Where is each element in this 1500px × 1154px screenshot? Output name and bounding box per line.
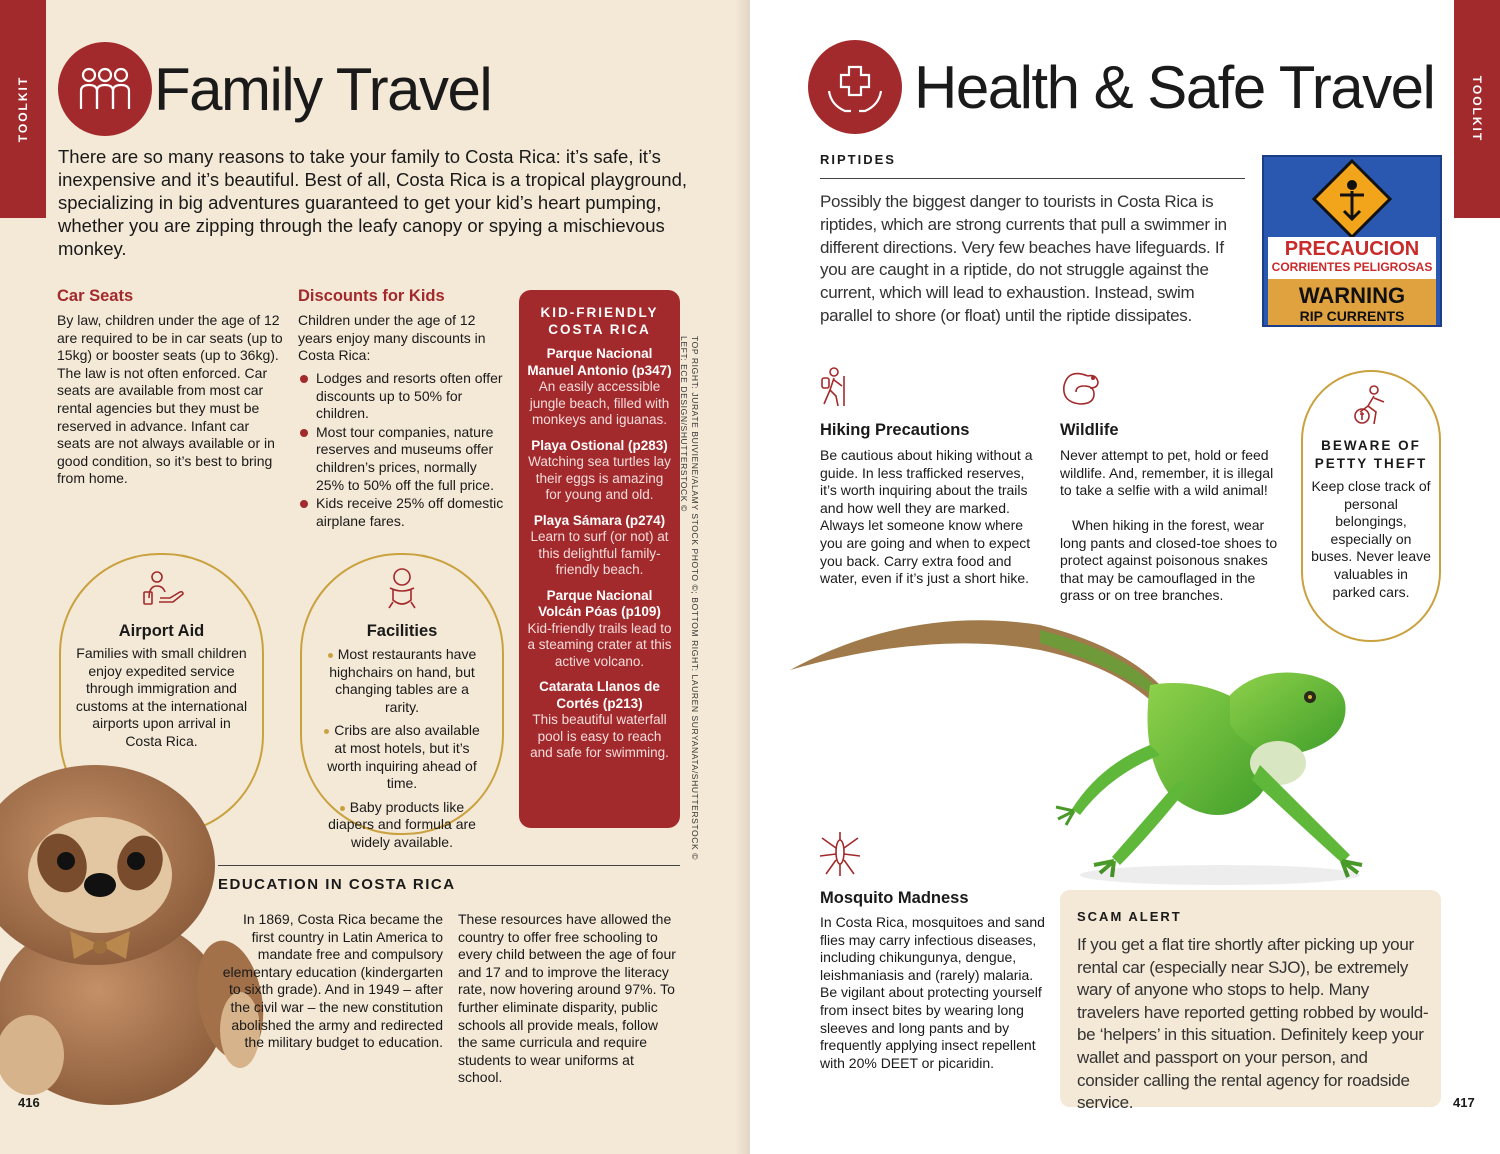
mosquito-body: In Costa Rica, mosquitoes and sand flies may carry infectious diseases, including chikungunya, dengue, leishmaniasis and (rarely) malaria. Be vigilant about protecting yourself from insect bites by wearing long sleeves and long pants and by frequently applying insect repellent with 20% DEET or picaridin. <box>820 914 1045 1071</box>
kid-friendly-heading-2: COSTA RICA <box>548 322 651 337</box>
facilities-heading: Facilities <box>366 622 438 640</box>
riptides-body: Possibly the biggest danger to tourists in Costa Rica is riptides, which are strong currents that pull a swimmer in different directions. Very few beaches have lifeguards. If you are caught in a riptide, do not struggle against the current, which will lead to exhaustion. Instead, swim parallel to shore (or float) until the riptide dissipates. <box>820 192 1227 325</box>
photo-credit-2: LEFT: ECE DESIGN/SHUTTERSTOCK © <box>679 336 689 512</box>
wildlife-heading: Wildlife <box>1060 421 1119 439</box>
car-seats-heading: Car Seats <box>57 287 134 305</box>
car-seats-body: By law, children under the age of 12 are required to be in car seats (up to 15kg) or booster seats (up to 36kg). The law is not often enforced. Car seats are available from most car rental agencies but they must be reserved in advance. Infant car seats are not always available or in good condition, so it’s best to bring from home. <box>57 312 283 487</box>
kid-item-desc: Kid-friendly trails lead to a steaming crater at this active volcano. <box>527 620 672 669</box>
bullet-dot <box>328 653 333 658</box>
kid-item-name: Playa Sámara (p274) <box>533 512 666 528</box>
airport-aid-heading: Airport Aid <box>118 622 205 640</box>
discounts-heading: Discounts for Kids <box>298 287 445 305</box>
list-item: Kids receive 25% off domestic airplane fares. <box>298 495 508 530</box>
page-number-right: 417 <box>1453 1095 1475 1110</box>
bullet-dot <box>340 806 345 811</box>
warning-diamond-icon <box>1310 159 1394 239</box>
intro-paragraph: There are so many reasons to take your family to Costa Rica: it’s safe, it’s inexpensive and it’s beautiful. Best of all, Costa Rica is a tropical playground, specializing in big adventures guaranteed to get your kid’s heart pumping, whether you are zipping through the leafy canopy or spying a mischievous monkey. <box>58 146 688 259</box>
kid-item-name: Parque Nacional Volcán Póas (p109) <box>538 587 661 619</box>
kid-item-name: Playa Ostional (p283) <box>531 437 668 453</box>
bullet-dot <box>324 729 329 734</box>
thief-icon <box>1350 384 1392 431</box>
page-title: Family Travel <box>154 56 492 123</box>
sign-line-2: CORRIENTES PELIGROSAS <box>1271 260 1433 274</box>
sign-line-4: RIP CURRENTS <box>1299 308 1405 324</box>
iguana-image <box>790 605 1470 900</box>
photo-credit-1: TOP RIGHT: JURATE BUIVIENE/ALAMY STOCK PHOTO ©; BOTTOM RIGHT: LAUREN SURYANATA/SHUTTERSTOCK © <box>690 336 700 861</box>
toolkit-tab-left <box>0 0 46 218</box>
list-item: Most tour companies, nature reserves and museums offer children’s prices, normally 25% to 50% off the full price. <box>298 424 508 494</box>
page-title: Health & Safe Travel <box>914 54 1435 121</box>
discounts-body: Children under the age of 12 years enjoy many discounts in Costa Rica: <box>298 312 486 364</box>
list-item <box>318 646 486 716</box>
hiking-heading: Hiking Precautions <box>820 421 970 439</box>
snake-icon <box>1058 366 1104 415</box>
facility-text: Baby products like diapers and formula are widely available. <box>328 798 476 850</box>
kid-friendly-box <box>519 290 680 828</box>
hiker-icon <box>818 366 852 413</box>
education-col-1: In 1869, Costa Rica became the first country in Latin America to mandate free and compulsory elementary education (kindergarten to sixth grade). And in 1949 – after the civil war – the new constitution abolished the army and redirected the military budget to education. <box>222 911 443 1051</box>
right-page <box>750 0 1500 1154</box>
rip-current-sign-image <box>1262 155 1442 327</box>
education-heading: EDUCATION IN COSTA RICA <box>218 876 456 893</box>
page-number-left: 416 <box>18 1095 40 1110</box>
facility-text: Most restaurants have highchairs on hand, but changing tables are a rarity. <box>329 646 477 715</box>
facilities-list <box>318 646 486 858</box>
facility-text: Cribs are also available at most hotels, but it’s worth inquiring ahead of time. <box>327 722 480 792</box>
mosquito-heading: Mosquito Madness <box>820 889 969 907</box>
mosquito-icon <box>818 828 862 883</box>
kid-item-desc: Watching sea turtles lay their eggs is amazing for young and old. <box>528 454 671 502</box>
medical-hands-icon <box>808 40 902 134</box>
education-col-2: These resources have allowed the country to offer free schooling to every child between the age of four and 17 and to improve the literacy rate, now hovering around 97%. To further eliminate disparity, public schools all provide meals, follow the same curricula and require students to wear uniforms at school. <box>458 911 676 1086</box>
list-item: Lodges and resorts often offer discounts up to 50% for children. <box>298 370 508 423</box>
wildlife-body-1: Never attempt to pet, hold or feed wildlife. And, remember, it is illegal to take a selfie with a wild animal! <box>1060 447 1274 499</box>
list-item <box>318 722 486 792</box>
sign-line-3: WARNING <box>1298 283 1406 308</box>
kid-item-desc: Learn to surf (or not) at this delightful family-friendly beach. <box>530 529 669 577</box>
petty-theft-heading-1: BEWARE OF <box>1321 438 1421 453</box>
wildlife-body-2: When hiking in the forest, wear long pants and closed-toe shoes to protect against poisonous snakes that may be camouflaged in the grass or on tree branches. <box>1060 517 1278 604</box>
scam-alert-heading: SCAM ALERT <box>1077 909 1182 924</box>
discounts-list <box>298 370 508 530</box>
toolkit-tab-right <box>1454 0 1500 218</box>
baby-icon <box>384 566 420 617</box>
kid-friendly-heading-1: KID-FRIENDLY <box>540 305 659 320</box>
education-rule <box>218 865 680 866</box>
family-icon <box>58 42 152 136</box>
petty-theft-body: Keep close track of personal belongings, especially on buses. Never leave valuables in parked cars. <box>1311 478 1431 600</box>
kid-item-desc: This beautiful waterfall pool is easy to reach and safe for swimming. <box>530 712 669 760</box>
sign-line-1: PRECAUCION <box>1284 238 1420 260</box>
list-item <box>318 799 486 852</box>
toolkit-tab-label: TOOLKIT <box>16 75 30 143</box>
kid-item-desc: An easily accessible jungle beach, filled with monkeys and iguanas. <box>529 379 670 427</box>
scam-alert-body: If you get a flat tire shortly after picking up your rental car (especially near SJO), be extremely wary of anyone who stops to help. Many travelers have reported getting robbed by would-be ‘helpers’ in this situation. Definitely keep your wallet and passport on your person, and consider calling the rental agency for roadside service. <box>1077 935 1429 1113</box>
airport-assistance-icon <box>140 568 186 613</box>
petty-theft-heading-2: PETTY THEFT <box>1314 456 1428 471</box>
riptides-heading: RIPTIDES <box>820 152 896 167</box>
riptides-rule <box>820 178 1245 179</box>
hiking-body: Be cautious about hiking without a guide. In less trafficked reserves, it’s worth inquiring about the trails and how well they are marked. Always let someone know where you are going and when to expect you back. Carry extra food and water, even if it’s just a short hike. <box>820 447 1033 587</box>
toolkit-tab-label: TOOLKIT <box>1470 75 1484 143</box>
kid-item-name: Catarata Llanos de Cortés (p213) <box>539 679 660 711</box>
airport-aid-body: Families with small children enjoy expedited service through immigration and customs at the international airports upon arrival in Costa Rica. <box>75 645 248 749</box>
kid-item-name: Parque Nacional Manuel Antonio (p347) <box>527 346 672 378</box>
